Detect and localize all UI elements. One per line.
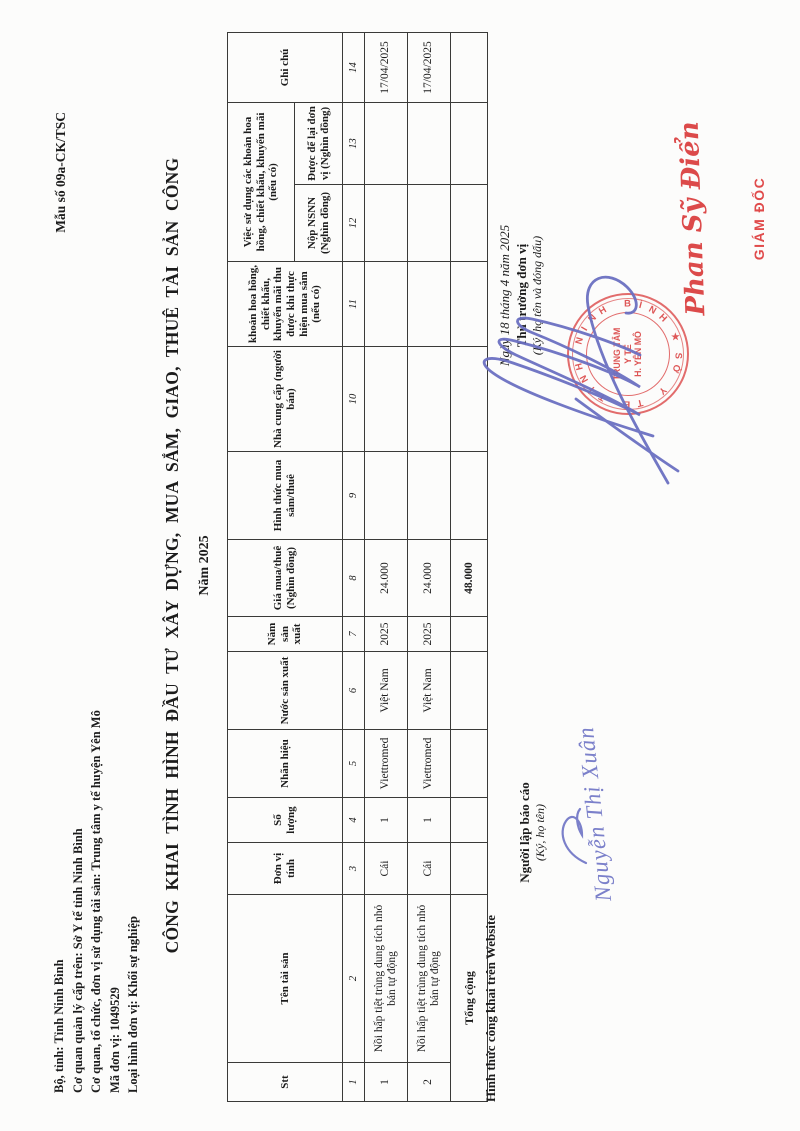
total-price: 48.000 (451, 540, 488, 617)
cell-price: 24.000 (408, 540, 451, 617)
column-number-row (343, 32, 365, 1101)
agency-block (50, 710, 143, 1093)
table-row (365, 32, 408, 1101)
col-header-country: Nước sản xuất (228, 652, 343, 730)
cell-qty: 1 (365, 798, 408, 843)
agency-line-ministry: Bộ, tỉnh: Tỉnh Ninh Bình (52, 959, 66, 1093)
stamp-star-icon: ★ (668, 331, 682, 343)
approver-title: Thủ trưởng đơn vị (514, 243, 529, 348)
col-header-stt: Stt (228, 1063, 343, 1102)
stamp-ring-letter: Ì (637, 299, 643, 312)
total-row (451, 32, 488, 1101)
col-header-asset-name: Tên tài sản (228, 895, 343, 1063)
assets-table (227, 32, 488, 1102)
approver-signature-ink (468, 256, 683, 491)
col-header-commission: khoản hoa hồng, chiết khấu, khuyến mãi thu được khi thực hiện mua sắm (nếu có) (228, 262, 343, 347)
cell-commission (365, 262, 408, 347)
stamp-ring-letter: H (597, 304, 609, 318)
total-empty-cell (451, 617, 488, 652)
col-number: 13 (343, 102, 365, 184)
total-empty-cell (451, 798, 488, 843)
total-label: Tổng cộng (451, 895, 488, 1102)
total-empty-cell (451, 730, 488, 798)
cell-keep-unit (408, 102, 451, 184)
stamp-center-line: Y TẾ (622, 344, 633, 364)
total-empty-cell (451, 185, 488, 262)
col-header-note: Ghi chú (228, 32, 343, 102)
col-header-price: Giá mua/thuê (Nghìn đồng) (228, 540, 343, 617)
stamp-ring-letter: N (573, 336, 586, 346)
cell-asset-name: Nồi hấp tiệt trùng dung tích nhỏ bán tự động (408, 895, 451, 1063)
col-number: 3 (343, 843, 365, 895)
agency-line-superior: Cơ quan quản lý cấp trên: Sở Y tế tỉnh Ninh Bình (70, 828, 85, 1093)
col-number: 7 (343, 617, 365, 652)
cell-note: 17/04/2025 (365, 32, 408, 102)
col-number: 14 (343, 32, 365, 102)
cell-method (408, 452, 451, 540)
cell-method (365, 452, 408, 540)
total-empty-cell (451, 102, 488, 184)
col-number: 5 (343, 730, 365, 798)
col-header-commission-use-group: Việc sử dụng các khoản hoa hồng, chiết khấu, khuyến mãi (nếu có) (228, 102, 295, 261)
approver-date-line: Ngày 18 tháng 4 năm 2025 (497, 224, 512, 367)
stamp-ring-letter: Ở (669, 363, 683, 374)
stamp-ring-letter: B (624, 298, 631, 310)
cell-year: 2025 (408, 617, 451, 652)
col-number: 9 (343, 452, 365, 540)
cell-country: Việt Nam (365, 652, 408, 730)
col-header-supplier: Nhà cung cấp (người bán) (228, 347, 343, 452)
cell-commission (408, 262, 451, 347)
stamp-ring-letter: S (672, 352, 684, 360)
publish-method-line: Hình thức công khai trên Website (483, 914, 498, 1102)
stamp-ring-letter: Ỉ (587, 384, 598, 394)
preparer-title: Người lập báo cáo (517, 782, 532, 883)
cell-brand: Viettromed (365, 730, 408, 798)
col-number: 8 (343, 540, 365, 617)
cell-pay-budget (365, 185, 408, 262)
col-header-quantity: Số lượng (228, 798, 343, 843)
cell-keep-unit (365, 102, 408, 184)
col-header-keep-unit: Được để lại đơn vị (Nghìn đồng) (295, 102, 343, 184)
agency-line-unit: Cơ quan, tổ chức, đơn vị sử dụng tài sản: Trung tâm y tế huyện Yên Mô (89, 710, 104, 1093)
form-number: Mẫu số 09a-CK/TSC (53, 112, 68, 233)
cell-pay-budget (408, 185, 451, 262)
preparer-signature-name: Nguyễn Thị Xuân (572, 725, 617, 903)
cell-supplier (408, 347, 451, 452)
approver-position: GIÁM ĐỐC (751, 176, 767, 261)
stamp-ring-letter: T (635, 396, 644, 409)
col-number: 4 (343, 798, 365, 843)
approver-note: (Ký, họ tên và đóng dấu) (530, 235, 544, 356)
cell-brand: Viettromed (408, 730, 451, 798)
stamp-ring-letter: Ế (623, 398, 631, 410)
cell-qty: 1 (408, 798, 451, 843)
stamp-ring-letter: N (646, 303, 659, 317)
report-year: Năm 2025 (197, 535, 212, 596)
col-number: 2 (343, 895, 365, 1063)
col-header-pay-budget: Nộp NSNN (Nghìn đồng) (295, 185, 343, 262)
col-number: 12 (343, 185, 365, 262)
stamp-ring-letter: H (656, 311, 670, 325)
preparer-block (517, 760, 548, 905)
stamp-ring-letter: Y (656, 384, 669, 397)
preparer-note: (Ký, họ tên) (533, 804, 547, 861)
col-number: 1 (343, 1063, 365, 1102)
col-number: 10 (343, 347, 365, 452)
total-empty-cell (451, 32, 488, 102)
cell-note: 17/04/2025 (408, 32, 451, 102)
col-number: 6 (343, 652, 365, 730)
cell-country: Việt Nam (408, 652, 451, 730)
stamp-ring-letter: I (579, 325, 591, 333)
stamp-ring-letter: N (586, 312, 599, 326)
cell-unit: Cái (408, 843, 451, 895)
stamp-ring-letter: H (573, 361, 586, 372)
cell-year: 2025 (365, 617, 408, 652)
report-title: CÔNG KHAI TÌNH HÌNH ĐẦU TƯ XÂY DỰNG, MUA SẮM, GIAO, THUÊ TÀI SẢN CÔNG (162, 157, 182, 954)
col-header-year: Năm sản xuất (228, 617, 343, 652)
stamp-center-line: TRUNG TÂM (612, 327, 623, 381)
header-row-1 (228, 32, 295, 1101)
cell-unit: Cái (365, 843, 408, 895)
col-number: 11 (343, 262, 365, 347)
cell-stt: 1 (365, 1063, 408, 1102)
stamp-center-line: H. YÊN MÔ (633, 331, 644, 377)
col-header-method: Hình thức mua sắm/thuê (228, 452, 343, 540)
col-header-unit: Đơn vị tính (228, 843, 343, 895)
col-header-brand: Nhãn hiệu (228, 730, 343, 798)
approver-signature-name: Phan Sỹ Điển (674, 120, 712, 317)
cell-asset-name: Nồi hấp tiệt trùng dung tích nhỏ bán tự động (365, 895, 408, 1063)
total-empty-cell (451, 652, 488, 730)
cell-price: 24.000 (365, 540, 408, 617)
agency-line-unit-type: Loại hình đơn vị: Khối sự nghiệp (126, 916, 141, 1093)
stamp-ring-letter: N (577, 372, 591, 385)
total-empty-cell (451, 843, 488, 895)
agency-line-unit-code: Mã đơn vị: 1049529 (107, 987, 122, 1093)
cell-stt: 2 (408, 1063, 451, 1102)
table-row (408, 32, 451, 1101)
stamp-ring-letter: T (597, 390, 608, 404)
cell-supplier (365, 347, 408, 452)
